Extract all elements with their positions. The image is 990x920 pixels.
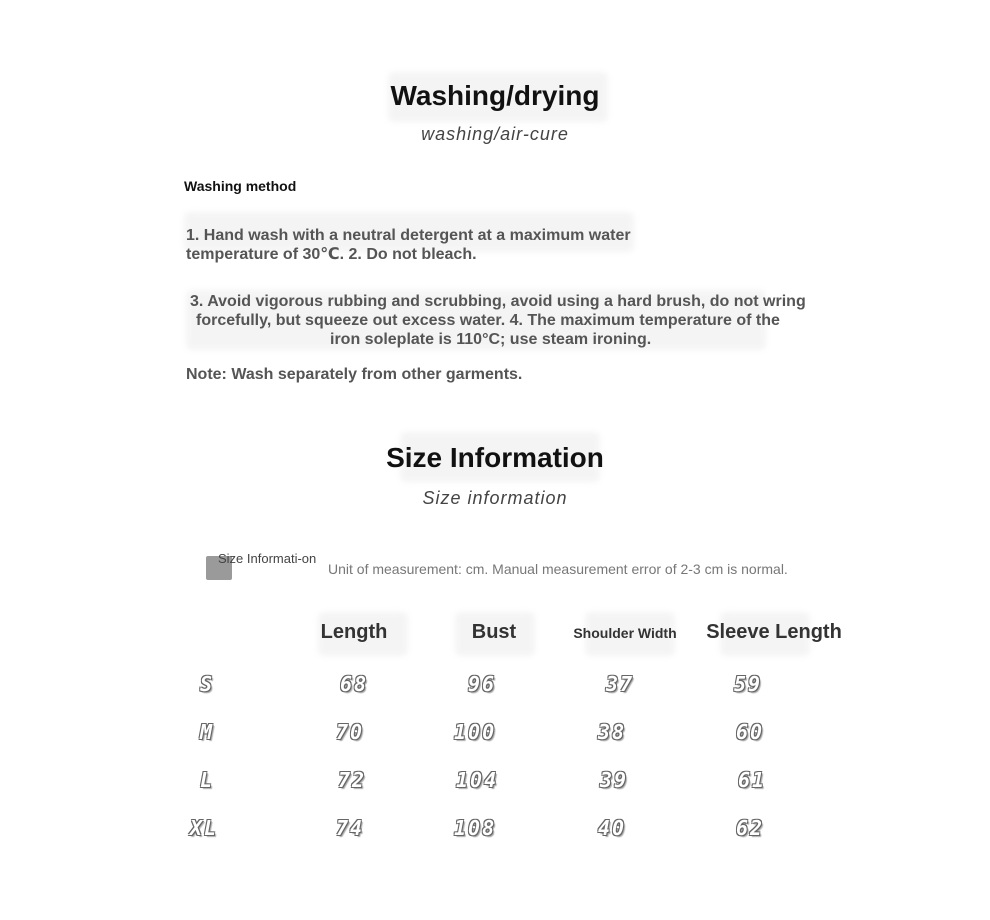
bust-value: 104	[456, 768, 499, 792]
washing-line-4: forcefully, but squeeze out excess water. 4. The maximum temperature of the	[196, 312, 780, 329]
sleeve-value: 60	[736, 720, 765, 744]
column-header-bust: Bust	[471, 621, 517, 643]
column-header-sleeve: Sleeve Length	[706, 621, 842, 643]
size-subtitle: Size information	[422, 488, 568, 508]
sleeve-value: 61	[738, 768, 767, 792]
unit-note: Unit of measurement: cm. Manual measurement error of 2-3 cm is normal.	[328, 561, 788, 577]
length-value: 70	[336, 720, 365, 744]
washing-method-label: Washing method	[184, 178, 297, 194]
washing-line-3: 3. Avoid vigorous rubbing and scrubbing, avoid using a hard brush, do not wring	[190, 293, 806, 310]
size-badge-label: Size Informati-on	[218, 551, 317, 566]
size-label: M	[200, 720, 215, 744]
shoulder-value: 40	[598, 816, 627, 840]
washing-subtitle: washing/air-cure	[421, 124, 569, 144]
length-value: 68	[340, 672, 369, 696]
washing-line-2: temperature of 30℃. 2. Do not bleach.	[186, 246, 477, 263]
size-title: Size Information	[386, 442, 604, 473]
size-label: L	[200, 768, 215, 792]
washing-line-1: 1. Hand wash with a neutral detergent at a maximum water	[186, 227, 631, 244]
shoulder-value: 37	[606, 672, 635, 696]
bust-value: 108	[454, 816, 497, 840]
size-label: S	[200, 672, 215, 696]
washing-line-5: iron soleplate is 110°C; use steam ironing.	[330, 331, 652, 348]
sleeve-value: 59	[734, 672, 763, 696]
column-header-shoulder: Shoulder Width	[573, 625, 677, 641]
washing-note: Note: Wash separately from other garments.	[186, 366, 523, 383]
bust-value: 96	[468, 672, 497, 696]
length-value: 74	[336, 816, 365, 840]
sleeve-value: 62	[736, 816, 765, 840]
bust-value: 100	[454, 720, 497, 744]
shoulder-value: 39	[600, 768, 629, 792]
column-header-length: Length	[320, 621, 388, 643]
shoulder-value: 38	[598, 720, 627, 744]
size-label: XL	[190, 816, 219, 840]
washing-title: Washing/drying	[390, 80, 600, 111]
length-value: 72	[338, 768, 367, 792]
